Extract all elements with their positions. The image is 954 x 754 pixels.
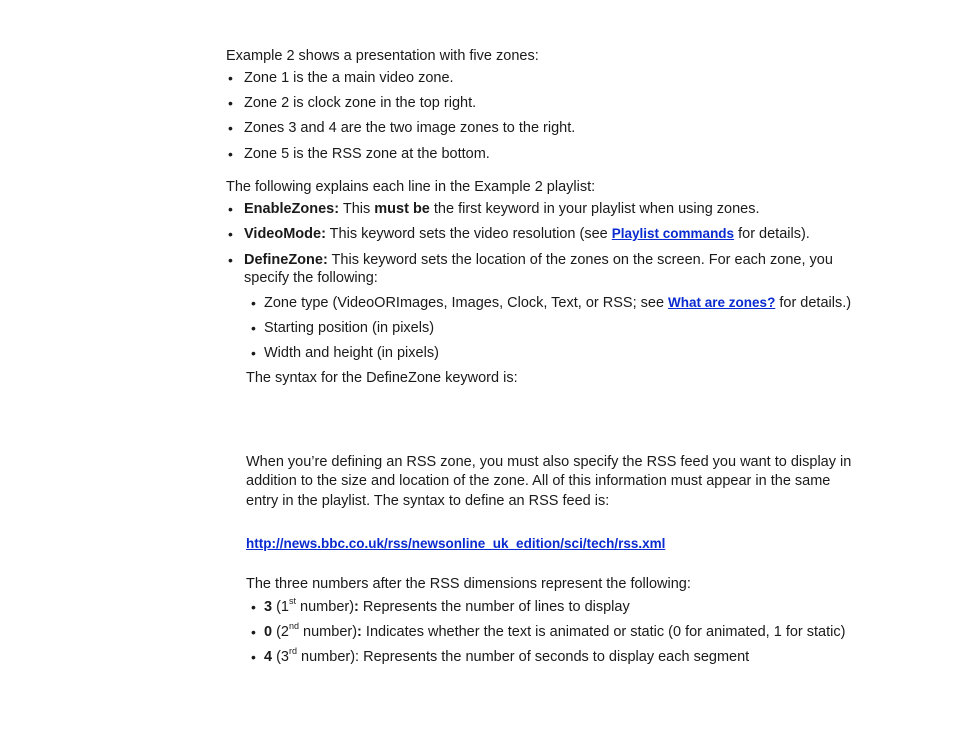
number-ordinal-suffix: st [289,596,297,607]
zone-type-text: Zone type (VideoORImages, Images, Clock, Text, or RSS; see [264,295,669,311]
bullet-icon: • [228,95,233,111]
rss-number-item [264,598,630,616]
rss-url-line [246,535,665,553]
enablezones-text: This [339,201,375,217]
videomode-term: VideoMode: [244,226,326,242]
number-ordinal-prefix: (3 [272,649,289,665]
rss-number-item [264,648,749,666]
enablezones-emphasis: must be [374,201,430,217]
rss-feed-link[interactable]: http://news.bbc.co.uk/rss/newsonline_uk_edition/sci/tech/rss.xml [246,536,666,551]
definezone-item [244,251,833,269]
rss-paragraph-line: addition to the size and location of the zone. All of this information must appear in the same [246,473,831,489]
number-label: number) [299,624,358,640]
bullet-icon: • [228,226,233,242]
number-colon: : [354,599,359,615]
number-colon: : [357,624,362,640]
bullet-icon: • [251,320,256,336]
number-label: number) [296,599,355,615]
what-are-zones-link[interactable]: What are zones? [668,295,776,310]
enablezones-item [244,200,760,218]
width-height-item: Width and height (in pixels) [264,345,439,361]
number-description: number): Represents the number of seconds to display each segment [297,649,750,665]
enablezones-term: EnableZones: [244,201,340,217]
starting-position-item: Starting position (in pixels) [264,320,435,336]
zone-item: Zone 2 is clock zone in the top right. [244,95,477,111]
bullet-icon: • [251,649,256,665]
rss-paragraph-line: When you’re defining an RSS zone, you must also specify the RSS feed you want to display in [246,454,852,470]
number-ordinal-suffix: rd [289,646,298,657]
zone-item: Zone 5 is the RSS zone at the bottom. [244,146,490,162]
bullet-icon: • [251,295,256,311]
videomode-text: This keyword sets the video resolution (see [325,226,612,242]
enablezones-text-end: the first keyword in your playlist when using zones. [429,201,760,217]
bullet-icon: • [228,201,233,217]
bullet-icon: • [251,599,256,615]
number-ordinal-suffix: nd [289,621,300,632]
definezone-text: This keyword sets the location of the zones on the screen. For each zone, you [327,252,833,268]
rss-paragraph-line: entry in the playlist. The syntax to define an RSS feed is: [246,493,610,509]
bullet-icon: • [251,345,256,361]
example2-intro: Example 2 shows a presentation with five zones: [226,48,539,64]
definezone-syntax-label: The syntax for the DefineZone keyword is: [246,370,518,386]
zone-type-text-end: for details.) [775,295,852,311]
number-description: Represents the number of lines to display [358,599,630,615]
number-value: 0 [264,624,273,640]
number-ordinal-prefix: (2 [272,624,289,640]
definezone-term: DefineZone: [244,252,328,268]
videomode-item [244,225,810,243]
zone-type-item [264,294,851,312]
number-value: 4 [264,649,273,665]
bullet-icon: • [228,70,233,86]
bullet-icon: • [228,252,233,268]
definezone-text-cont: specify the following: [244,270,378,286]
bullet-icon: • [228,120,233,136]
explain-intro: The following explains each line in the Example 2 playlist: [226,179,596,195]
bullet-icon: • [228,146,233,162]
playlist-commands-link[interactable]: Playlist commands [611,226,735,241]
rss-number-item [264,623,845,641]
number-value: 3 [264,599,273,615]
number-description: Indicates whether the text is animated or static (0 for animated, 1 for static) [361,624,846,640]
bullet-icon: • [251,624,256,640]
number-ordinal-prefix: (1 [272,599,289,615]
rss-numbers-intro: The three numbers after the RSS dimensions represent the following: [246,576,691,592]
zone-item: Zone 1 is the a main video zone. [244,70,454,86]
videomode-text-end: for details). [734,226,810,242]
zone-item: Zones 3 and 4 are the two image zones to the right. [244,120,576,136]
